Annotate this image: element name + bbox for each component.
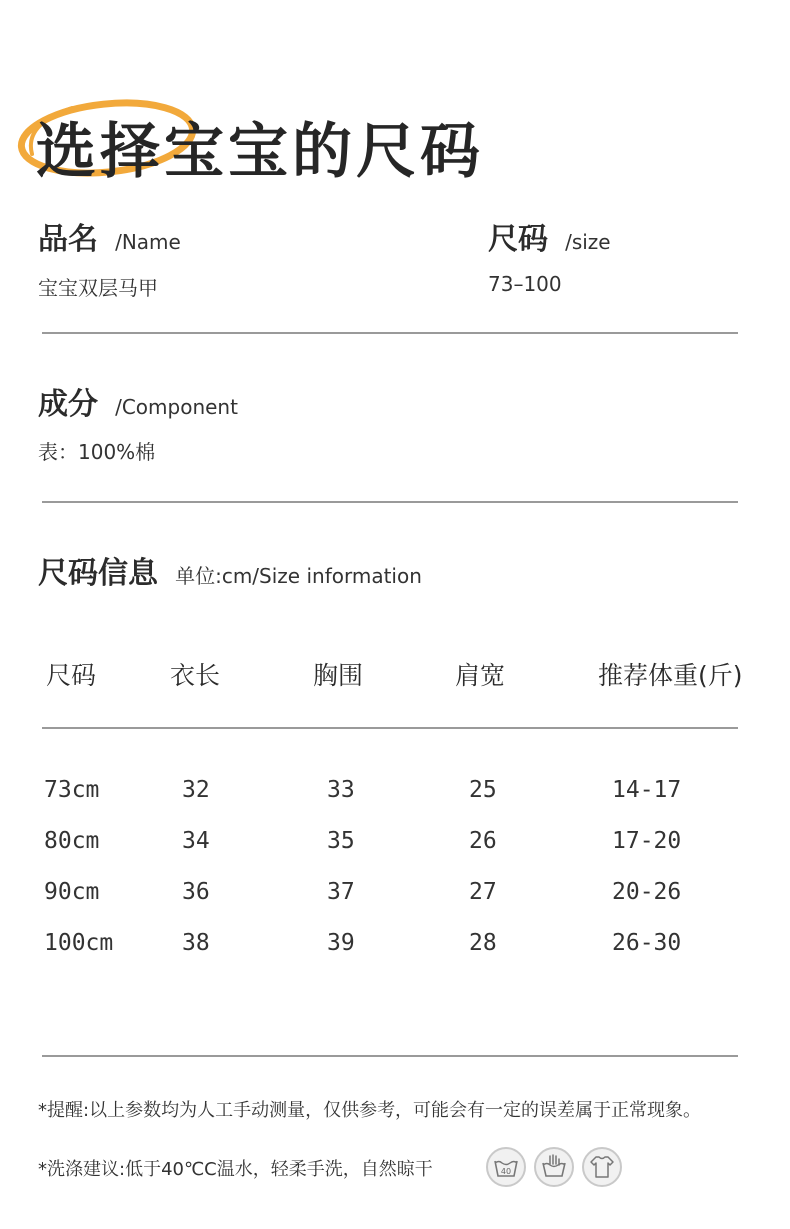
size-info-subheading: 单位:cm/Size information bbox=[175, 564, 422, 588]
washing-note: *洗涤建议:低于40℃C温水，轻柔手洗，自然晾干 bbox=[38, 1159, 433, 1180]
table-cell: 100cm bbox=[44, 930, 114, 956]
wash-temp-label: 40 bbox=[500, 1167, 512, 1176]
name-subheading: /Name bbox=[115, 230, 181, 254]
table-cell: 26 bbox=[469, 828, 497, 854]
component-header bbox=[38, 379, 238, 423]
table-cell: 80cm bbox=[44, 828, 100, 854]
table-cell: 17-20 bbox=[612, 828, 682, 854]
table-cell: 36 bbox=[182, 879, 210, 905]
column-header-chest: 胸围 bbox=[313, 661, 364, 690]
table-cell: 32 bbox=[182, 777, 210, 803]
table-cell: 34 bbox=[182, 828, 210, 854]
table-cell: 33 bbox=[327, 777, 355, 803]
column-header-weight: 推荐体重(斤) bbox=[598, 661, 743, 690]
size-subheading: /size bbox=[565, 230, 611, 254]
divider bbox=[42, 727, 738, 729]
hand-wash-icon bbox=[534, 1147, 574, 1187]
divider bbox=[42, 332, 738, 334]
table-cell: 28 bbox=[469, 930, 497, 956]
table-cell: 27 bbox=[469, 879, 497, 905]
column-header-size: 尺码 bbox=[46, 661, 97, 690]
name-heading: 品名 bbox=[38, 222, 98, 257]
name-header bbox=[38, 214, 181, 258]
component-value: 表：100%棉 bbox=[38, 440, 156, 464]
divider bbox=[42, 1055, 738, 1057]
table-cell: 35 bbox=[327, 828, 355, 854]
table-cell: 26-30 bbox=[612, 930, 682, 956]
product-name: 宝宝双层马甲 bbox=[38, 276, 158, 300]
component-subheading: /Component bbox=[115, 395, 238, 419]
size-header bbox=[488, 214, 611, 258]
table-cell: 14-17 bbox=[612, 777, 682, 803]
wash-40-icon bbox=[486, 1147, 526, 1187]
size-info-header bbox=[38, 548, 422, 592]
table-cell: 90cm bbox=[44, 879, 100, 905]
column-header-length: 衣长 bbox=[170, 661, 221, 690]
table-cell: 39 bbox=[327, 930, 355, 956]
reminder-note: *提醒:以上参数均为人工手动测量，仅供参考，可能会有一定的误差属于正常现象。 bbox=[38, 1100, 702, 1121]
table-cell: 20-26 bbox=[612, 879, 682, 905]
shirt-dry-icon bbox=[582, 1147, 622, 1187]
page-title: 选择宝宝的尺码 bbox=[36, 117, 484, 187]
size-heading: 尺码 bbox=[488, 222, 548, 257]
table-cell: 73cm bbox=[44, 777, 100, 803]
size-info-heading: 尺码信息 bbox=[38, 556, 158, 591]
table-cell: 38 bbox=[182, 930, 210, 956]
size-range: 73–100 bbox=[488, 272, 562, 296]
table-cell: 25 bbox=[469, 777, 497, 803]
divider bbox=[42, 501, 738, 503]
column-header-shoulder: 肩宽 bbox=[455, 661, 506, 690]
table-cell: 37 bbox=[327, 879, 355, 905]
component-heading: 成分 bbox=[38, 387, 98, 422]
